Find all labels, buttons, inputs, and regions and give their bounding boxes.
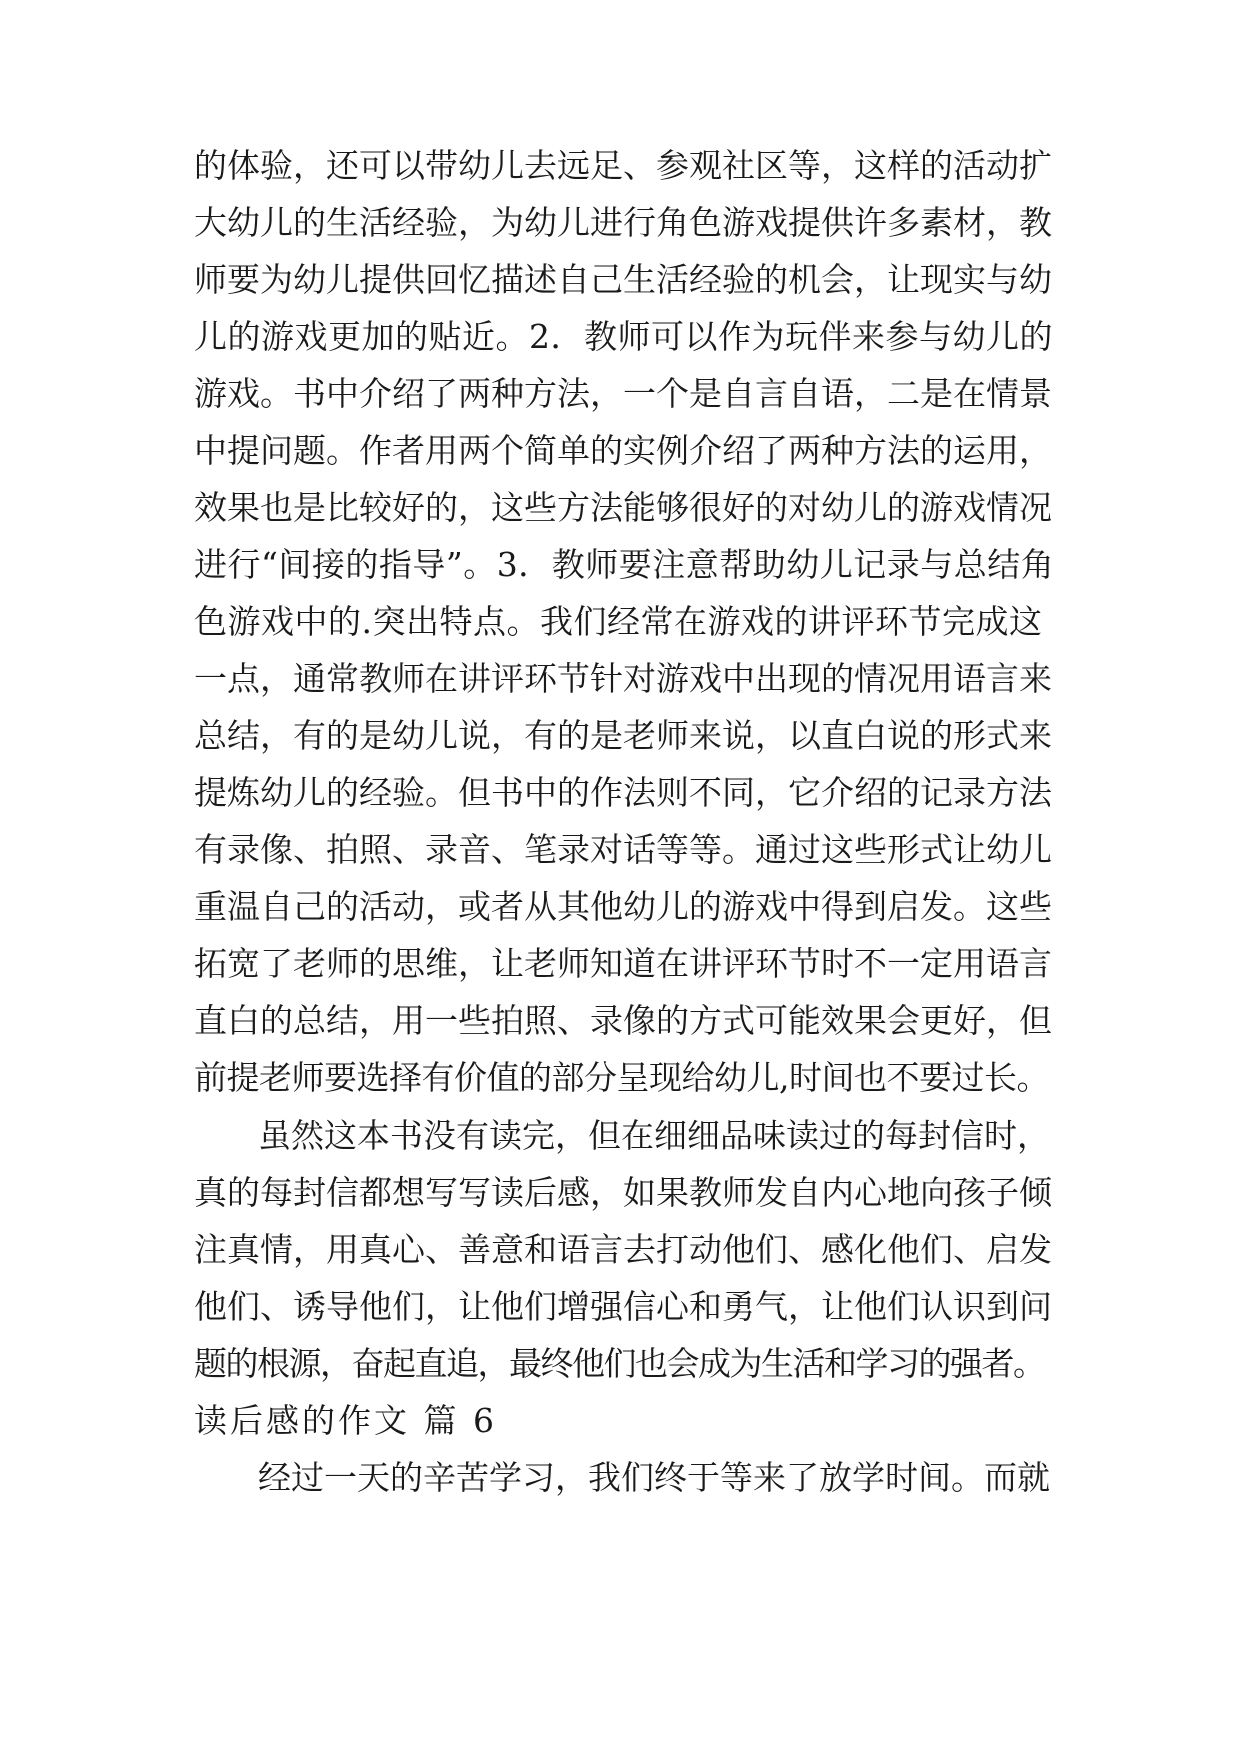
- text-line: 一点，通常教师在讲评环节针对游戏中出现的情况用语言来: [194, 659, 1052, 698]
- text-line: 拓宽了老师的思维，让老师知道在讲评环节时不一定用语言: [194, 944, 1052, 983]
- text-line: 提炼幼儿的经验。但书中的作法则不同，它介绍的记录方法: [194, 773, 1052, 812]
- text-line: 大幼儿的生活经验，为幼儿进行角色游戏提供许多素材，教: [194, 203, 1052, 242]
- text-line: 的体验，还可以带幼儿去远足、参观社区等，这样的活动扩: [194, 146, 1052, 185]
- text-line: 儿的游戏更加的贴近。2．教师可以作为玩伴来参与幼儿的: [194, 317, 1053, 356]
- text-line: 效果也是比较好的，这些方法能够很好的对幼儿的游戏情况: [194, 488, 1052, 527]
- text-line: 有录像、拍照、录音、笔录对话等等。通过这些形式让幼儿: [194, 830, 1052, 869]
- text-line: 直白的总结，用一些拍照、录像的方式可能效果会更好，但: [194, 1001, 1052, 1040]
- section-heading: 读后感的作文 篇 6: [194, 1401, 497, 1440]
- text-line: 色游戏中的.突出特点。我们经常在游戏的讲评环节完成这: [194, 602, 1043, 641]
- text-line: 真的每封信都想写写读后感，如果教师发自内心地向孩子倾: [194, 1173, 1052, 1212]
- text-line: 注真情，用真心、善意和语言去打动他们、感化他们、启发: [194, 1230, 1052, 1269]
- text-line: 游戏。书中介绍了两种方法，一个是自言自语，二是在情景: [194, 374, 1052, 413]
- text-line: 他们、诱导他们，让他们增强信心和勇气，让他们认识到问: [194, 1287, 1052, 1326]
- text-line: 题的根源，奋起直追，最终他们也会成为生活和学习的强者。: [194, 1344, 1045, 1383]
- paragraph-first-line: 经过一天的辛苦学习，我们终于等来了放学时间。而就: [258, 1458, 1050, 1497]
- text-line: 前提老师要选择有价值的部分呈现给幼儿,时间也不要过长。: [194, 1058, 1049, 1097]
- text-line: 中提问题。作者用两个简单的实例介绍了两种方法的运用，: [194, 431, 1052, 470]
- paragraph-first-line: 虽然这本书没有读完，但在细细品味读过的每封信时，: [258, 1116, 1050, 1155]
- text-line: 进行“间接的指导”。3．教师要注意帮助幼儿记录与总结角: [194, 545, 1055, 584]
- text-line: 重温自己的活动，或者从其他幼儿的游戏中得到启发。这些: [194, 887, 1052, 926]
- text-line: 总结，有的是幼儿说，有的是老师来说，以直白说的形式来: [194, 716, 1052, 755]
- text-line: 师要为幼儿提供回忆描述自己生活经验的机会，让现实与幼: [194, 260, 1052, 299]
